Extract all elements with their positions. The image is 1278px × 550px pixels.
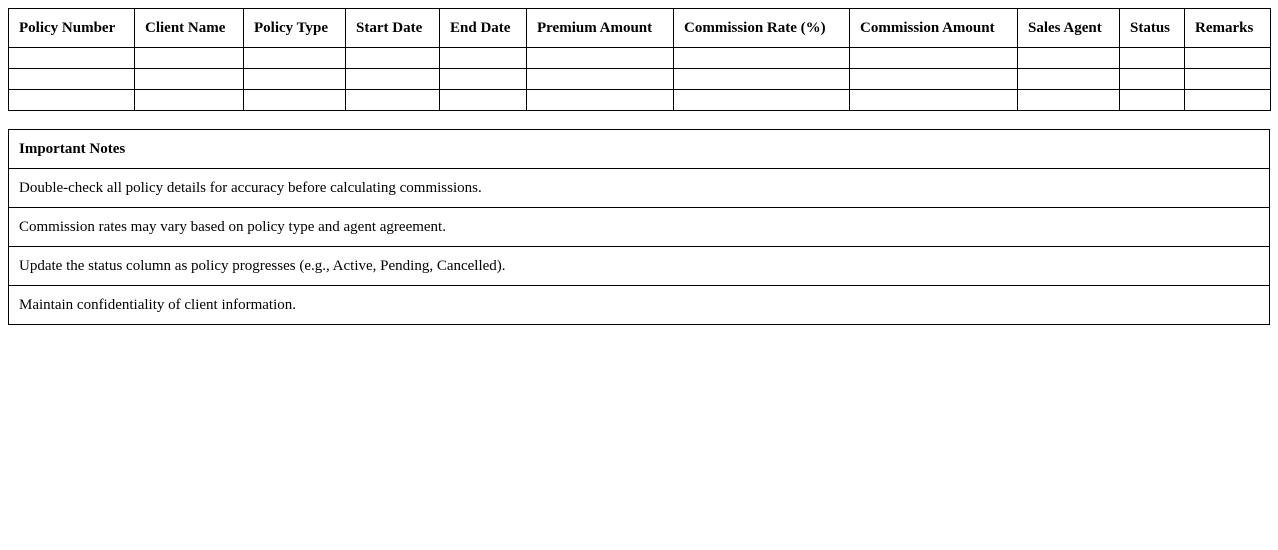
table-cell[interactable] bbox=[440, 48, 527, 69]
table-cell[interactable] bbox=[346, 48, 440, 69]
table-cell[interactable] bbox=[135, 48, 244, 69]
note-row bbox=[9, 247, 1270, 286]
table-cell[interactable] bbox=[1185, 69, 1271, 90]
table-cell[interactable] bbox=[1185, 90, 1271, 111]
note-row bbox=[9, 169, 1270, 208]
header-commission-rate: Commission Rate (%) bbox=[674, 9, 850, 48]
table-cell[interactable] bbox=[346, 69, 440, 90]
table-row bbox=[9, 48, 1271, 69]
table-cell[interactable] bbox=[1120, 69, 1185, 90]
table-cell[interactable] bbox=[674, 48, 850, 69]
table-cell[interactable] bbox=[1018, 90, 1120, 111]
table-cell[interactable] bbox=[440, 69, 527, 90]
header-row bbox=[9, 9, 1271, 48]
header-start-date: Start Date bbox=[346, 9, 440, 48]
table-cell[interactable] bbox=[135, 69, 244, 90]
table-cell[interactable] bbox=[527, 69, 674, 90]
header-client-name: Client Name bbox=[135, 9, 244, 48]
note-text: Double-check all policy details for accuracy before calculating commissions. bbox=[9, 169, 1270, 208]
note-text: Commission rates may vary based on policy type and agent agreement. bbox=[9, 208, 1270, 247]
table-cell[interactable] bbox=[1018, 48, 1120, 69]
table-row bbox=[9, 69, 1271, 90]
policy-table-body bbox=[9, 48, 1271, 111]
header-premium-amount: Premium Amount bbox=[527, 9, 674, 48]
table-cell[interactable] bbox=[1120, 48, 1185, 69]
table-cell[interactable] bbox=[674, 69, 850, 90]
table-cell[interactable] bbox=[527, 48, 674, 69]
note-text: Maintain confidentiality of client information. bbox=[9, 286, 1270, 325]
table-cell[interactable] bbox=[244, 69, 346, 90]
table-cell[interactable] bbox=[1185, 48, 1271, 69]
table-cell[interactable] bbox=[850, 90, 1018, 111]
header-remarks: Remarks bbox=[1185, 9, 1271, 48]
policy-table bbox=[8, 8, 1271, 111]
header-commission-amount: Commission Amount bbox=[850, 9, 1018, 48]
table-cell[interactable] bbox=[440, 90, 527, 111]
table-cell[interactable] bbox=[674, 90, 850, 111]
table-cell[interactable] bbox=[850, 69, 1018, 90]
note-row bbox=[9, 208, 1270, 247]
table-row bbox=[9, 90, 1271, 111]
header-end-date: End Date bbox=[440, 9, 527, 48]
table-cell[interactable] bbox=[9, 69, 135, 90]
header-policy-number: Policy Number bbox=[9, 9, 135, 48]
notes-table bbox=[8, 129, 1270, 325]
table-cell[interactable] bbox=[1120, 90, 1185, 111]
notes-header-row bbox=[9, 130, 1270, 169]
note-text: Update the status column as policy progresses (e.g., Active, Pending, Cancelled). bbox=[9, 247, 1270, 286]
table-cell[interactable] bbox=[244, 48, 346, 69]
table-cell[interactable] bbox=[1018, 69, 1120, 90]
header-policy-type: Policy Type bbox=[244, 9, 346, 48]
table-cell[interactable] bbox=[527, 90, 674, 111]
notes-title: Important Notes bbox=[9, 130, 1270, 169]
note-row bbox=[9, 286, 1270, 325]
header-status: Status bbox=[1120, 9, 1185, 48]
table-cell[interactable] bbox=[9, 48, 135, 69]
table-cell[interactable] bbox=[135, 90, 244, 111]
table-cell[interactable] bbox=[9, 90, 135, 111]
table-cell[interactable] bbox=[346, 90, 440, 111]
header-sales-agent: Sales Agent bbox=[1018, 9, 1120, 48]
table-cell[interactable] bbox=[850, 48, 1018, 69]
table-cell[interactable] bbox=[244, 90, 346, 111]
